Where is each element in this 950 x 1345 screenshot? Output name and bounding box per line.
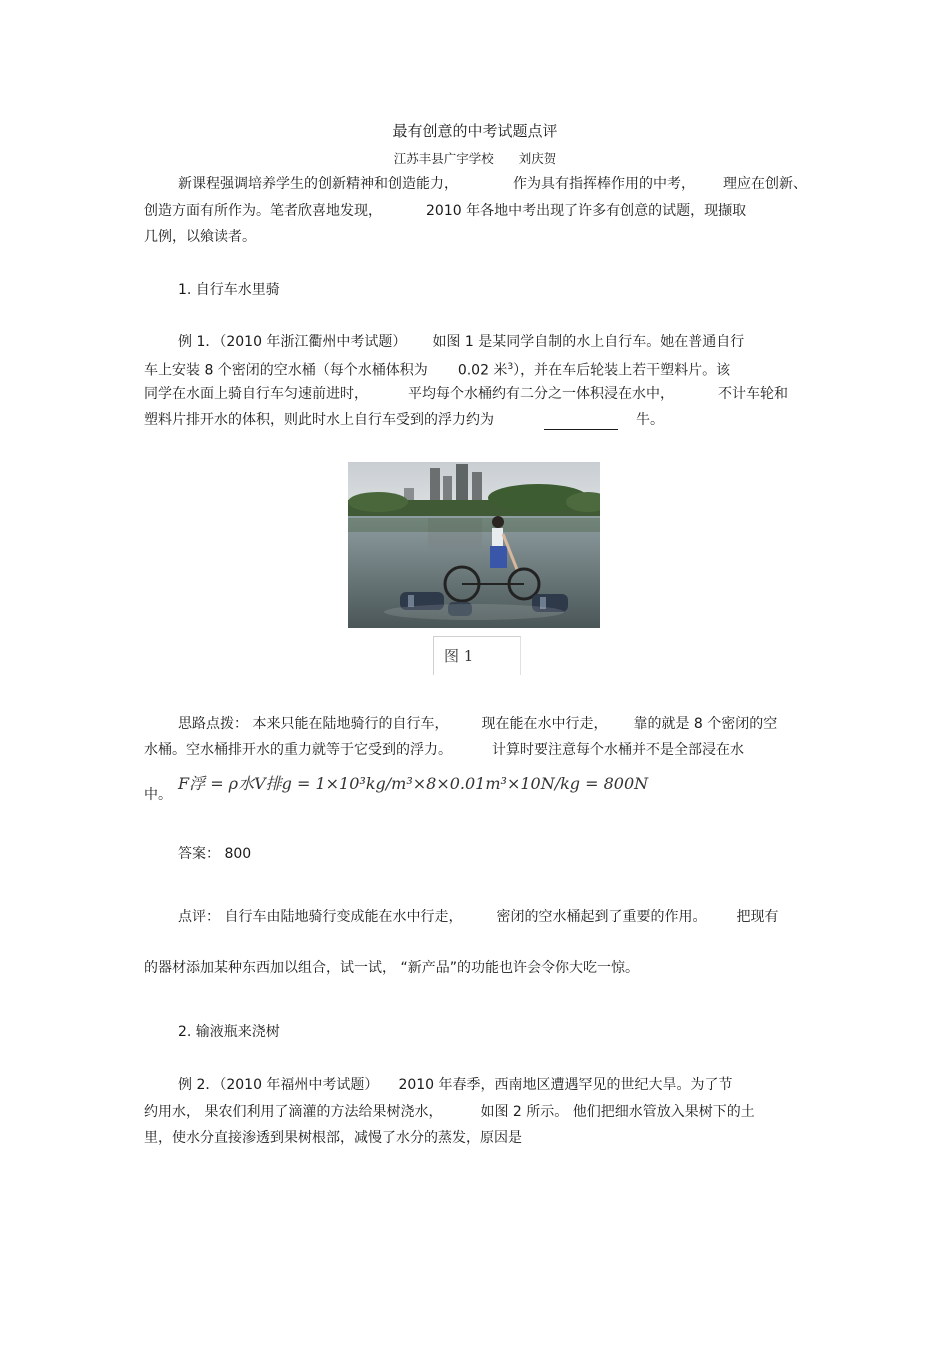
comment-text: 把现有 <box>736 909 779 925</box>
question-line-1 <box>178 332 744 352</box>
comment-line-1 <box>178 907 778 927</box>
intro-text: 作为具有指挥棒作用的中考， <box>513 176 695 192</box>
answer-line: 答案： 800 <box>178 846 252 862</box>
question-text: 例 1．（2010 年浙江衢州中考试题） <box>178 334 407 350</box>
intro-line-2 <box>144 201 746 221</box>
question-line-4 <box>144 410 664 430</box>
hint-line-2 <box>144 740 744 760</box>
question-text: 牛。 <box>636 412 664 428</box>
question-text: 车上安装 8 个密闭的空水桶（每个水桶体积为 <box>144 362 428 379</box>
question-text: 2010 年春季，西南地区遭遇罕见的世纪大旱。为了节 <box>398 1077 733 1093</box>
comment-text: 密闭的空水桶起到了重要的作用。 <box>496 909 707 925</box>
question-text: 不计车轮和 <box>718 386 788 402</box>
intro-text: 创造方面有所作为。笔者欣喜地发现， <box>144 203 382 219</box>
question-text: 如图 2 所示。 他们把细水管放入果树下的土 <box>480 1104 755 1120</box>
question-line-3 <box>144 384 788 404</box>
question-text: 0.02 米 <box>457 362 508 379</box>
question-text: 约用水， 果农们利用了滴灌的方法给果树浇水， <box>144 1104 443 1120</box>
buoyancy-formula: F浮 = ρ水V排g = 1×10³kg/m³×8×0.01m³×10N/kg = 800N <box>178 774 649 793</box>
photo-illustration <box>348 462 600 628</box>
question-text: 塑料片排开水的体积，则此时水上自行车受到的浮力约为 <box>144 412 494 428</box>
hint-text: 思路点拨： 本来只能在陆地骑行的自行车， <box>178 716 449 732</box>
answer-blank <box>544 415 618 430</box>
author-line: 江苏丰县广宇学校 刘庆贺 <box>393 151 557 166</box>
question2-line-3: 里，使水分直接渗透到果树根部，减慢了水分的蒸发，原因是 <box>144 1130 522 1146</box>
intro-line-1 <box>178 174 807 194</box>
section-heading-2: 2. 输液瓶来浇树 <box>178 1024 280 1040</box>
document-title: 最有创意的中考试题点评 <box>392 122 558 140</box>
hint-text: 现在能在水中行走， <box>481 716 608 732</box>
intro-text: 新课程强调培养学生的创新精神和创造能力， <box>178 176 458 192</box>
comment-text: 点评： 自行车由陆地骑行变成能在水中行走， <box>178 909 463 925</box>
hint-text: 计算时要注意每个水桶并不是全部浸在水 <box>492 742 744 758</box>
question-text: 平均每个水桶约有二分之一体积浸在水中， <box>408 386 674 402</box>
figure-caption: 图 1 <box>444 647 474 665</box>
intro-text: 理应在创新、 <box>723 176 807 192</box>
superscript: 3 <box>507 362 514 372</box>
question-text: 同学在水面上骑自行车匀速前进时， <box>144 386 368 402</box>
hint-text: 水桶。空水桶排开水的重力就等于它受到的浮力。 <box>144 742 452 758</box>
question2-line-1 <box>178 1075 733 1095</box>
section-heading-1: 1. 自行车水里骑 <box>178 282 280 298</box>
comment-line-2: 的器材添加某种东西加以组合，试一试， “新产品”的功能也许会令你大吃一惊。 <box>144 960 639 976</box>
intro-line-3: 几例，以飨读者。 <box>144 229 256 245</box>
hint-line-1 <box>178 714 777 734</box>
hint-line-3: 中。 <box>144 787 172 803</box>
hint-text: 靠的就是 8 个密闭的空 <box>633 716 778 732</box>
question-text: 例 2．（2010 年福州中考试题） <box>178 1077 379 1093</box>
question2-line-2 <box>144 1102 755 1122</box>
question-line-2 <box>144 357 730 381</box>
water-bicycle-photo <box>348 462 600 628</box>
intro-text: 2010 年各地中考出现了许多有创意的试题，现撷取 <box>426 203 747 219</box>
figure-caption-box <box>433 636 521 675</box>
question-text: ），并在车后轮装上若干塑料片。该 <box>513 362 731 379</box>
question-text: 如图 1 是某同学自制的水上自行车。她在普通自行 <box>432 334 745 350</box>
